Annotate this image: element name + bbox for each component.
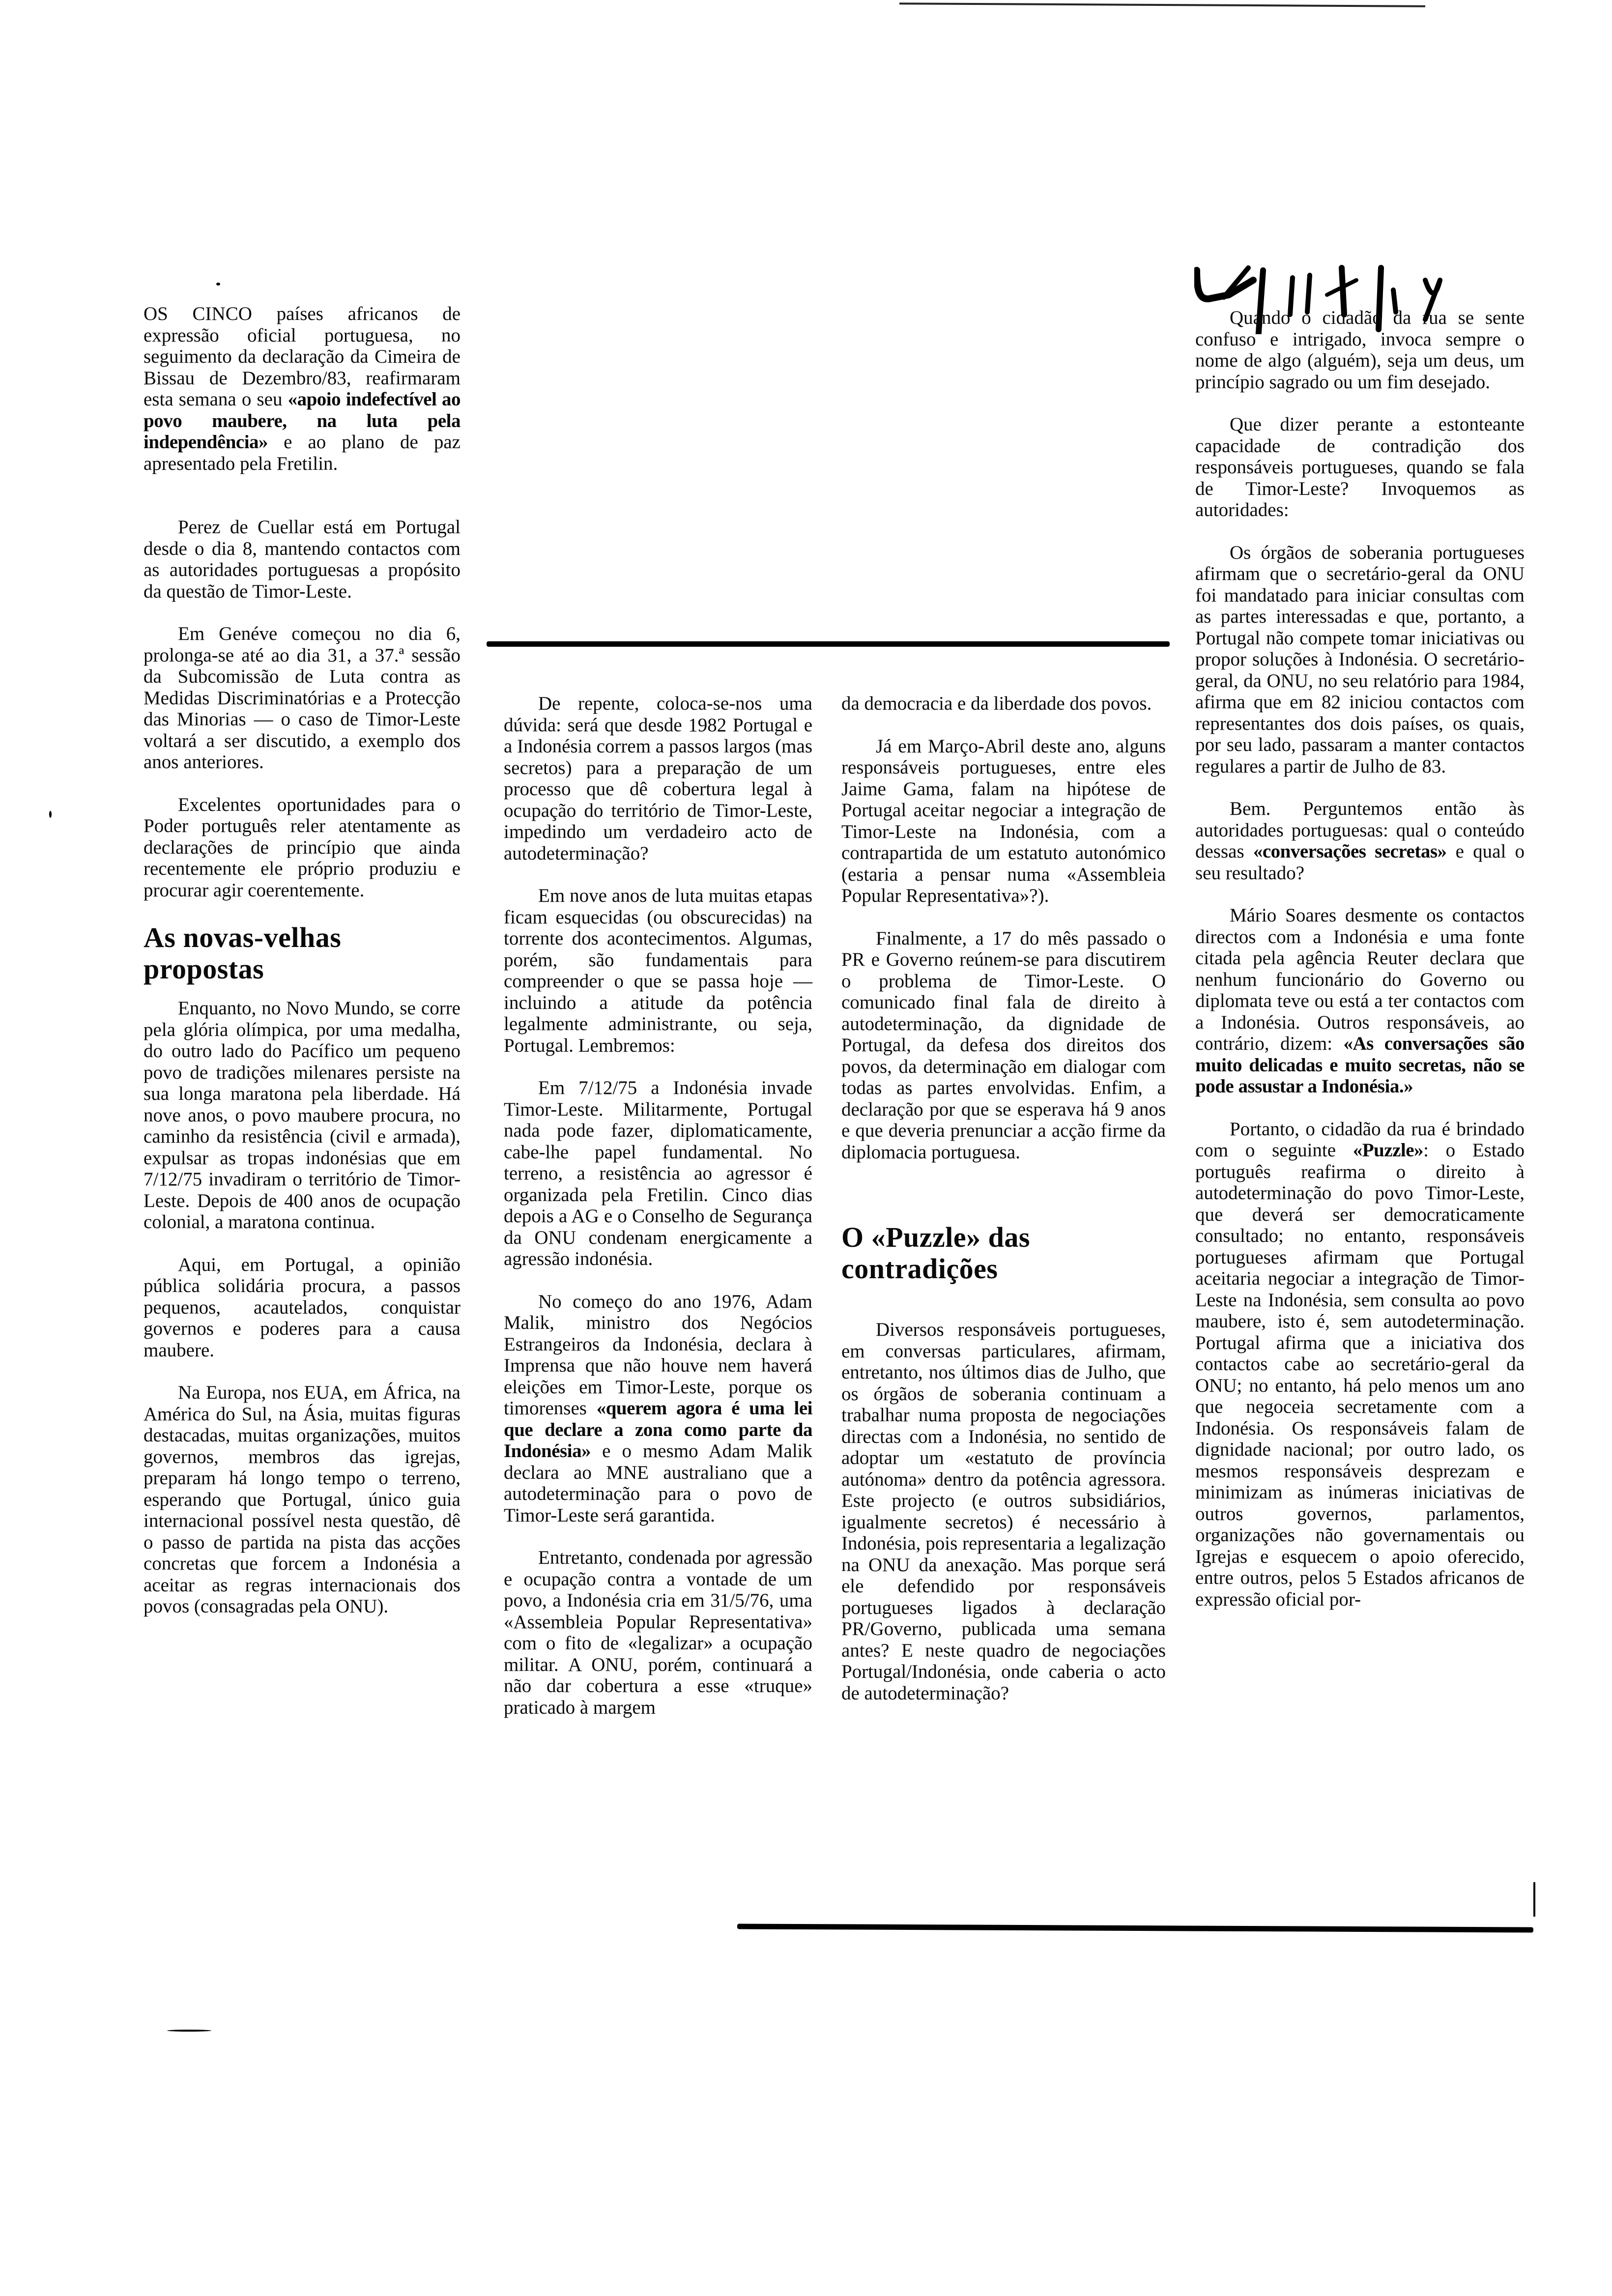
emphasis-quote: «querem agora é uma lei que declare a zona como parte da Indonésia»	[504, 1398, 812, 1462]
paragraph: Excelentes oportunidades para o Poder português reler atentamente as declarações de princípio que ainda recentemente ele próprio produziu e procurar agir coerentemente.	[144, 794, 461, 901]
article-column-4	[1195, 307, 1525, 1631]
section-rule-top	[487, 641, 1170, 647]
paragraph: Perez de Cuellar está em Portugal desde o dia 8, mantendo contactos com as autoridades portuguesas a propósito da questão de Timor-Leste.	[144, 517, 461, 602]
paragraph: Mário Soares desmente os contactos directos com a Indonésia e uma fonte citada pela agência Reuter declara que nenhum funcionário do Governo ou diplomata teve ou está a ter contactos com a Indonésia. Outros responsáveis, ao contrário, dizem: «As conversações são muito delicadas e muito secretas, não se pode assustar a Indonésia.»	[1195, 905, 1525, 1097]
paragraph: Já em Março-Abril deste ano, alguns responsáveis portugueses, entre eles Jaime Gama, falam na hipótese de Portugal aceitar negociar a integração de Timor-Leste na Indonésia, com a contrapartida de um estatuto autonómico (estaria a pensar numa «Assembleia Popular Representativa»?).	[841, 735, 1166, 906]
paragraph: Aqui, em Portugal, a opinião pública solidária procura, a passos pequenos, acautelados, conquistar governos e poderes para a causa maubere.	[144, 1254, 461, 1361]
paragraph: Que dizer perante a estonteante capacidade de contradição dos responsáveis portugueses, quando se fala de Timor-Leste? Invoquemos as autoridades:	[1195, 414, 1525, 520]
paragraph: Portanto, o cidadão da rua é brindado com o seguinte «Puzzle»: o Estado português reafirma o direito à autodeterminação do povo Timor-Leste, que deverá ser democraticamente consultado; no entanto, responsáveis portugueses afirmam que Portugal aceitaria negociar a integração de Timor-Leste na Indonésia, sem consulta ao povo maubere, isto é, sem autodeterminação. Portugal afirma que a iniciativa dos contactos cabe ao secretário-geral da ONU; no entanto, há pelo menos um ano que negoceia secretamente com a Indonésia. Os responsáveis falam de dignidade nacional; por outro lado, os mesmos responsáveis desprezam e minimizam as inúmeras iniciativas de outros governos, parlamentos, organizações não governamentais ou Igrejas e esquecem o apoio oferecido, entre outros, pelos 5 Estados africanos de expressão oficial por-	[1195, 1118, 1525, 1610]
section-heading: O «Puzzle» das contradições	[841, 1221, 1030, 1285]
emphasis-quote: «As conversações são muito delicadas e muito secretas, não se pode assustar a Indonésia.»	[1195, 1033, 1525, 1097]
paragraph: De repente, coloca-se-nos uma dúvida: será que desde 1982 Portugal e a Indonésia correm a passos largos (mas secretos) para a preparação de um processo que dê cobertura legal à ocupação do território de Timor-Leste, impedindo um verdadeiro acto de autodeterminação?	[504, 693, 812, 864]
emphasis-quote: «conversações secretas»	[1253, 841, 1447, 862]
scan-speck	[167, 2030, 211, 2032]
emphasis-quote: «apoio indefectível ao povo maubere, na luta pela independência»	[144, 389, 461, 453]
article-column-1	[144, 303, 461, 1638]
scan-edge-line	[899, 2, 1425, 7]
paragraph: Bem. Perguntemos então às autoridades portuguesas: qual o conteúdo dessas «conversações secretas» e qual o seu resultado?	[1195, 798, 1525, 884]
paragraph: Em Genéve começou no dia 6, prolonga-se até ao dia 31, a 37.ª sessão da Subcomissão de Luta contra as Medidas Discriminatórias e a Protecção das Minorias — o caso de Timor-Leste voltará a ser discutido, a exemplo dos anos anteriores.	[144, 623, 461, 773]
paragraph: da democracia e da liberdade dos povos.	[841, 693, 1152, 714]
article-column-3	[841, 693, 1166, 1725]
article-column-2	[504, 693, 812, 1739]
scan-speck	[49, 811, 52, 818]
paragraph: No começo do ano 1976, Adam Malik, ministro dos Negócios Estrangeiros da Indonésia, declara à Imprensa que não houve nem haverá eleições em Timor-Leste, porque os timorenses «querem agora é uma lei que declare a zona como parte da Indonésia» e o mesmo Adam Malik declara ao MNE australiano que a autodeterminação para o povo de Timor-Leste será garantida.	[504, 1291, 812, 1526]
paragraph: OS CINCO países africanos de expressão oficial portuguesa, no seguimento da declaração da Cimeira de Bissau de Dezembro/83, reafirmaram esta semana o seu «apoio indefectível ao povo maubere, na luta pela independência» e ao plano de paz apresentado pela Fretilin.	[144, 303, 461, 474]
paragraph: Enquanto, no Novo Mundo, se corre pela glória olímpica, por uma medalha, do outro lado do Pacífico um pequeno povo de tradições milenares persiste na sua longa maratona pela liberdade. Há nove anos, o povo maubere procura, no caminho da resistência (civil e armada), expulsar as tropas indonésias que em 7/12/75 invadiram o território de Timor-Leste. Depois de 400 anos de ocupação colonial, a maratona continua.	[144, 998, 461, 1233]
paragraph: Entretanto, condenada por agressão e ocupação contra a vontade de um povo, a Indonésia cria em 31/5/76, uma «Assembleia Popular Representativa» com o fito de «legalizar» a ocupação militar. A ONU, porém, continuará a não dar cobertura a esse «truque» praticado à margem	[504, 1547, 812, 1718]
emphasis-quote: «Puzzle»	[1353, 1140, 1424, 1161]
column-end-bar	[1533, 1882, 1535, 1917]
section-rule-bottom	[737, 1923, 1533, 1932]
paragraph: Na Europa, nos EUA, em África, na América do Sul, na Ásia, muitas figuras destacadas, muitas organizações, muitos governos, membros das igrejas, preparam há longo tempo o terreno, esperando que Portugal, único guia internacional possível nesta questão, dê o passo de partida na pista das acções concretas que forcem a Indonésia a aceitar as regras internacionais dos povos (consagradas pela ONU).	[144, 1382, 461, 1617]
paragraph: Quando o cidadão da rua se sente confuso e intrigado, invoca sempre o nome de algo (alguém), seja um deus, um princípio sagrado ou um fim desejado.	[1195, 307, 1525, 393]
paragraph: Os órgãos de soberania portugueses afirmam que o secretário-geral da ONU foi mandatado para iniciar consultas com as partes interessadas e que, portanto, a Portugal não compete tomar iniciativas ou propor soluções à Indonésia. O secretário-geral, da ONU, no seu relatório para 1984, afirma que em 82 iniciou contactos com representantes dos dois países, os quais, por seu lado, passaram a manter contactos regulares a partir de Julho de 83.	[1195, 542, 1525, 777]
paragraph: Em nove anos de luta muitas etapas ficam esquecidas (ou obscurecidas) na torrente dos acontecimentos. Algumas, porém, são fundamentais para compreender o que se passa hoje — incluindo a atitude da potência legalmente administrante, ou seja, Portugal. Lembremos:	[504, 885, 812, 1056]
paragraph: Diversos responsáveis portugueses, em conversas particulares, afirmam, entretanto, nos últimos dias de Julho, que os órgãos de soberania continuam a trabalhar numa proposta de negociações directas com a Indonésia, no sentido de adoptar um «estatuto de província autónoma» dentro da potência agressora. Este projecto (e outros subsidiários, igualmente secretos) é necessário à Indonésia, pois representaria a legalização na ONU da anexação. Mas porque será ele defendido por responsáveis portugueses ligados à declaração PR/Governo, publicada uma semana antes? E neste quadro de negociações Portugal/Indonésia, onde caberia o acto de autodeterminação?	[841, 1319, 1166, 1704]
scan-speck	[216, 283, 220, 286]
section-heading: As novas-velhas propostas	[144, 921, 342, 985]
paragraph: Em 7/12/75 a Indonésia invade Timor-Leste. Militarmente, Portugal nada pode fazer, diplomaticamente, cabe-lhe papel fundamental. No terreno, a resistência ao agressor é organizada pela Fretilin. Cinco dias depois a AG e o Conselho de Segurança da ONU condenam energicamente a agressão indonésia.	[504, 1077, 812, 1269]
paragraph: Finalmente, a 17 do mês passado o PR e Governo reúnem-se para discutirem o problema de Timor-Leste. O comunicado final fala de direito à autodeterminação, da dignidade de Portugal, da defesa dos direitos dos povos, da determinação em dialogar com todas as partes envolvidas. Enfim, a declaração por que se esperava há 9 anos e que deveria prenunciar a acção firme da diplomacia portuguesa.	[841, 927, 1166, 1163]
